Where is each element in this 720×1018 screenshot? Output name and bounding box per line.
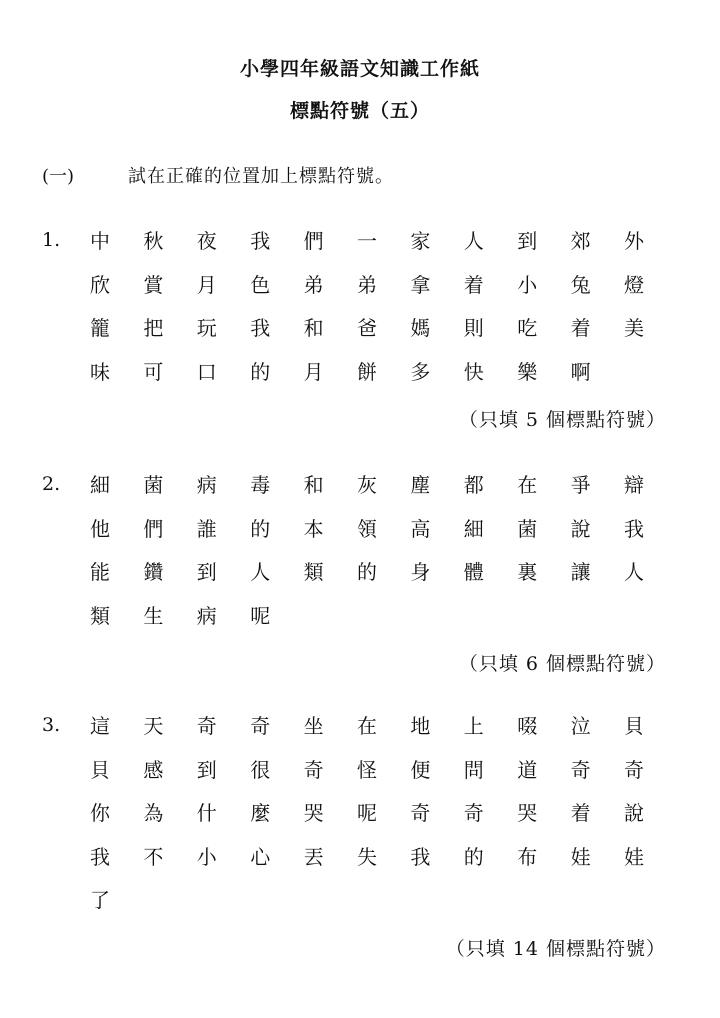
question-char: 奇	[303, 757, 324, 782]
question-char: 地	[410, 714, 431, 738]
question-char: 我	[624, 516, 644, 541]
question-char: 樂	[517, 359, 538, 384]
question-char: 中	[90, 229, 110, 253]
question-char: 小	[517, 272, 538, 297]
question-char: 失	[357, 844, 377, 869]
question-char: 病	[196, 603, 217, 628]
question-char: 菌	[143, 473, 164, 497]
question-char: 我	[250, 316, 271, 341]
question-char: 奇	[570, 757, 591, 782]
question-char: 了	[90, 888, 110, 913]
question-char: 丟	[303, 844, 324, 869]
question-char: 啜	[517, 714, 538, 738]
question-char: 我	[90, 844, 110, 869]
question-char: 他	[90, 516, 110, 541]
question-char: 心	[250, 844, 271, 869]
question-char: 到	[196, 560, 217, 585]
question-char: 哭	[303, 801, 324, 826]
question-char: 說	[570, 516, 591, 541]
section-instruction: 試在正確的位置加上標點符號。	[128, 166, 394, 187]
question-char: 本	[303, 516, 324, 541]
question-char: 奇	[624, 757, 644, 782]
question-char: 娃	[624, 844, 644, 869]
question-char: 的	[357, 560, 377, 585]
question-char: 多	[410, 359, 431, 384]
question-char: 家	[410, 229, 431, 253]
question-hint: （只填 6 個標點符號）	[458, 653, 666, 676]
question-char: 媽	[410, 316, 431, 341]
question-char: 拿	[410, 272, 431, 297]
question-char: 娃	[570, 844, 591, 869]
question-char: 快	[463, 359, 484, 384]
question-char: 一	[357, 229, 377, 253]
question-char: 郊	[570, 229, 591, 253]
question-char: 兔	[570, 272, 591, 297]
question-char: 泣	[570, 714, 591, 738]
question-char: 病	[196, 473, 217, 497]
question-char: 弟	[357, 272, 377, 297]
question-char: 的	[250, 516, 271, 541]
question-char: 餅	[357, 359, 377, 384]
question-char: 灰	[357, 473, 377, 497]
question-char: 欣	[90, 272, 110, 297]
question-char: 這	[90, 714, 110, 738]
question-char: 你	[90, 801, 110, 826]
question-char: 賞	[143, 272, 164, 297]
question-char: 則	[463, 316, 484, 341]
question-char: 讓	[570, 560, 591, 585]
question-char: 毒	[250, 473, 271, 497]
question-char: 說	[624, 801, 644, 826]
question-char: 可	[143, 359, 164, 384]
question-hint: （只填 14 個標點符號）	[445, 938, 666, 960]
question-char: 秋	[143, 229, 164, 253]
question-char: 啊	[570, 359, 591, 384]
question-char: 味	[90, 359, 110, 384]
question-char: 月	[196, 272, 217, 297]
question-char: 都	[463, 473, 484, 497]
question-char: 便	[410, 757, 431, 782]
question-char: 貝	[90, 757, 110, 782]
question-char: 辯	[624, 473, 644, 497]
question-char: 我	[410, 844, 431, 869]
question-char: 哭	[517, 801, 538, 826]
question-number: 3.	[42, 714, 61, 736]
question-char: 很	[250, 757, 271, 782]
question-char: 口	[196, 359, 217, 384]
question-char: 我	[250, 229, 271, 253]
question-char: 體	[463, 560, 484, 585]
question-hint: （只填 5 個標點符號）	[458, 409, 666, 432]
question-char: 們	[143, 516, 164, 541]
worksheet-subtitle: 標點符號（五）	[289, 100, 430, 122]
question-char: 爸	[357, 316, 377, 341]
question-char: 天	[143, 714, 164, 738]
question-char: 麼	[250, 801, 271, 826]
question-char: 上	[463, 714, 484, 738]
question-char: 夜	[196, 229, 217, 253]
question-char: 着	[570, 801, 591, 826]
question-char: 人	[624, 560, 644, 585]
question-char: 奇	[250, 714, 271, 738]
question-char: 籠	[90, 316, 110, 341]
question-char: 月	[303, 359, 324, 384]
question-char: 奇	[410, 801, 431, 826]
question-char: 的	[463, 844, 484, 869]
question-char: 誰	[196, 516, 217, 541]
question-char: 着	[463, 272, 484, 297]
question-char: 到	[196, 757, 217, 782]
question-char: 道	[517, 757, 538, 782]
question-char: 小	[196, 844, 217, 869]
question-char: 不	[143, 844, 164, 869]
question-char: 鑽	[143, 560, 164, 585]
question-char: 細	[463, 516, 484, 541]
question-char: 奇	[463, 801, 484, 826]
question-char: 美	[624, 316, 644, 341]
question-char: 人	[463, 229, 484, 253]
question-char: 貝	[624, 714, 644, 738]
question-char: 在	[357, 714, 377, 738]
question-char: 布	[517, 844, 538, 869]
question-char: 細	[90, 473, 110, 497]
question-char: 菌	[517, 516, 538, 541]
question-char: 把	[143, 316, 164, 341]
question-char: 高	[410, 516, 431, 541]
question-char: 領	[357, 516, 377, 541]
question-char: 爭	[570, 473, 591, 497]
question-char: 弟	[303, 272, 324, 297]
question-char: 呢	[357, 801, 377, 826]
question-char: 生	[143, 603, 164, 628]
question-char: 感	[143, 757, 164, 782]
question-char: 着	[570, 316, 591, 341]
question-char: 坐	[303, 714, 324, 738]
question-char: 類	[303, 560, 324, 585]
question-char: 燈	[624, 272, 644, 297]
question-char: 呢	[250, 603, 271, 628]
question-char: 為	[143, 801, 164, 826]
question-char: 們	[303, 229, 324, 253]
question-char: 在	[517, 473, 538, 497]
question-char: 身	[410, 560, 431, 585]
section-number: (一)	[42, 166, 75, 187]
question-char: 問	[463, 757, 484, 782]
question-char: 怪	[357, 757, 377, 782]
worksheet-title: 小學四年級語文知識工作紙	[239, 58, 480, 80]
question-char: 什	[196, 801, 217, 826]
question-char: 奇	[196, 714, 217, 738]
question-char: 色	[250, 272, 271, 297]
question-char: 裏	[517, 560, 538, 585]
question-char: 類	[90, 603, 110, 628]
question-char: 玩	[196, 316, 217, 341]
question-char: 吃	[517, 316, 538, 341]
question-char: 到	[517, 229, 538, 253]
question-char: 能	[90, 560, 110, 585]
question-char: 的	[250, 359, 271, 384]
question-char: 塵	[410, 473, 431, 497]
question-number: 2.	[42, 473, 61, 495]
question-number: 1.	[42, 229, 61, 251]
question-char: 人	[250, 560, 271, 585]
question-char: 和	[303, 473, 324, 497]
question-char: 和	[303, 316, 324, 341]
question-char: 外	[624, 229, 644, 253]
